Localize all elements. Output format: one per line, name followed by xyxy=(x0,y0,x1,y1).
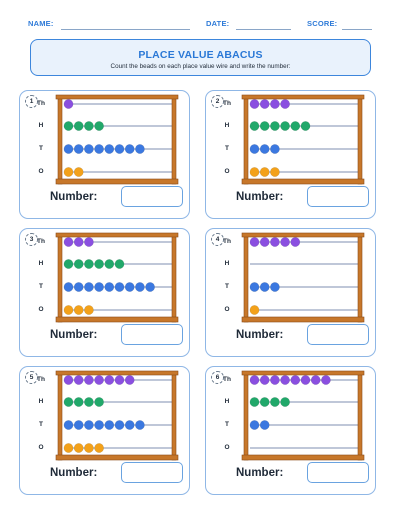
row-label-thousands: Th xyxy=(223,376,231,383)
bead-thousands xyxy=(84,237,93,246)
bead-thousands xyxy=(281,375,290,384)
bead-ones xyxy=(64,167,73,176)
bead-ones xyxy=(64,443,73,452)
bead-tens xyxy=(105,420,114,429)
bead-thousands xyxy=(311,375,320,384)
row-label-ones: O xyxy=(38,306,44,313)
bead-tens xyxy=(250,420,259,429)
bead-ones xyxy=(64,305,73,314)
bead-thousands xyxy=(115,375,124,384)
bead-tens xyxy=(84,420,93,429)
bead-thousands xyxy=(250,99,259,108)
bead-tens xyxy=(64,282,73,291)
problem-number: 4 xyxy=(211,233,224,246)
row-label-hundreds: H xyxy=(38,122,44,129)
bead-ones xyxy=(84,443,93,452)
bead-thousands xyxy=(74,375,83,384)
score-label: SCORE: xyxy=(307,19,338,28)
bead-ones xyxy=(95,443,104,452)
problem-number: 6 xyxy=(211,371,224,384)
frame-right-post xyxy=(172,372,176,460)
bead-ones xyxy=(250,167,259,176)
bead-thousands xyxy=(84,375,93,384)
bead-hundreds xyxy=(115,259,124,268)
bead-tens xyxy=(84,144,93,153)
bead-tens xyxy=(260,282,269,291)
bead-tens xyxy=(105,282,114,291)
frame-top-bar xyxy=(56,233,178,237)
bead-tens xyxy=(64,420,73,429)
bead-thousands xyxy=(260,237,269,246)
bead-tens xyxy=(125,420,134,429)
bead-hundreds xyxy=(260,121,269,130)
row-label-hundreds: H xyxy=(224,398,230,405)
bead-hundreds xyxy=(105,259,114,268)
bead-ones xyxy=(74,167,83,176)
bead-hundreds xyxy=(95,397,104,406)
bead-tens xyxy=(135,420,144,429)
frame-right-post xyxy=(358,96,362,184)
number-label: Number: xyxy=(50,467,98,479)
name-line[interactable] xyxy=(61,29,190,30)
row-label-hundreds: H xyxy=(224,122,230,129)
bead-tens xyxy=(74,144,83,153)
bead-thousands xyxy=(270,375,279,384)
bead-hundreds xyxy=(260,397,269,406)
problem-card xyxy=(19,366,190,495)
row-label-ones: O xyxy=(224,168,230,175)
answer-box[interactable] xyxy=(307,186,369,207)
answer-box[interactable] xyxy=(307,324,369,345)
bead-tens xyxy=(270,282,279,291)
bead-thousands xyxy=(64,237,73,246)
bead-thousands xyxy=(281,237,290,246)
problem-card xyxy=(19,228,190,357)
bead-thousands xyxy=(250,237,259,246)
bead-hundreds xyxy=(95,121,104,130)
bead-ones xyxy=(84,305,93,314)
bead-thousands xyxy=(260,99,269,108)
worksheet-header xyxy=(0,0,400,38)
frame-bottom-bar xyxy=(56,455,178,460)
bead-tens xyxy=(115,144,124,153)
bead-ones xyxy=(74,443,83,452)
bead-tens xyxy=(115,282,124,291)
bead-tens xyxy=(135,144,144,153)
frame-left-post xyxy=(244,96,248,184)
bead-thousands xyxy=(291,375,300,384)
bead-hundreds xyxy=(291,121,300,130)
bead-tens xyxy=(135,282,144,291)
bead-thousands xyxy=(281,99,290,108)
bead-thousands xyxy=(64,99,73,108)
number-label: Number: xyxy=(236,329,284,341)
number-label: Number: xyxy=(50,329,98,341)
row-label-hundreds: H xyxy=(38,260,44,267)
bead-hundreds xyxy=(64,397,73,406)
answer-box[interactable] xyxy=(121,186,183,207)
name-label: NAME: xyxy=(28,19,54,28)
bead-hundreds xyxy=(270,397,279,406)
row-label-thousands: Th xyxy=(223,238,231,245)
problem-card xyxy=(205,90,376,219)
bead-tens xyxy=(146,282,155,291)
frame-right-post xyxy=(358,372,362,460)
row-label-thousands: Th xyxy=(223,100,231,107)
row-label-ones: O xyxy=(38,168,44,175)
row-label-tens: T xyxy=(39,283,43,290)
row-label-tens: T xyxy=(225,421,229,428)
row-label-thousands: Th xyxy=(37,238,45,245)
bead-ones xyxy=(260,167,269,176)
row-label-hundreds: H xyxy=(224,260,230,267)
bead-thousands xyxy=(291,237,300,246)
bead-tens xyxy=(74,420,83,429)
problem-number: 5 xyxy=(25,371,38,384)
bead-thousands xyxy=(64,375,73,384)
problem-number: 3 xyxy=(25,233,38,246)
bead-hundreds xyxy=(84,397,93,406)
frame-top-bar xyxy=(242,371,364,375)
abacus xyxy=(206,367,366,463)
frame-left-post xyxy=(244,234,248,322)
frame-bottom-bar xyxy=(56,179,178,184)
abacus xyxy=(20,91,180,187)
frame-top-bar xyxy=(56,95,178,99)
abacus xyxy=(20,367,180,463)
bead-tens xyxy=(260,144,269,153)
bead-tens xyxy=(84,282,93,291)
answer-box[interactable] xyxy=(121,462,183,483)
bead-tens xyxy=(95,282,104,291)
bead-hundreds xyxy=(250,121,259,130)
bead-tens xyxy=(125,282,134,291)
date-label: DATE: xyxy=(206,19,230,28)
bead-hundreds xyxy=(74,397,83,406)
row-label-tens: T xyxy=(39,145,43,152)
abacus xyxy=(20,229,180,325)
frame-bottom-bar xyxy=(242,317,364,322)
bead-tens xyxy=(95,420,104,429)
page-title: PLACE VALUE ABACUS xyxy=(138,49,263,61)
number-label: Number: xyxy=(50,191,98,203)
bead-tens xyxy=(260,420,269,429)
bead-thousands xyxy=(260,375,269,384)
score-line[interactable] xyxy=(342,29,372,30)
bead-thousands xyxy=(321,375,330,384)
number-label: Number: xyxy=(236,191,284,203)
frame-left-post xyxy=(58,372,62,460)
frame-top-bar xyxy=(242,233,364,237)
row-label-tens: T xyxy=(39,421,43,428)
bead-tens xyxy=(115,420,124,429)
bead-tens xyxy=(270,144,279,153)
row-label-ones: O xyxy=(224,444,230,451)
title-banner xyxy=(30,39,371,76)
problem-card xyxy=(19,90,190,219)
answer-box[interactable] xyxy=(307,462,369,483)
problem-card xyxy=(205,228,376,357)
problem-card xyxy=(205,366,376,495)
bead-thousands xyxy=(95,375,104,384)
bead-tens xyxy=(125,144,134,153)
abacus xyxy=(206,229,366,325)
frame-right-post xyxy=(172,96,176,184)
number-label: Number: xyxy=(236,467,284,479)
frame-bottom-bar xyxy=(56,317,178,322)
bead-thousands xyxy=(301,375,310,384)
bead-hundreds xyxy=(84,259,93,268)
bead-hundreds xyxy=(74,259,83,268)
frame-top-bar xyxy=(242,95,364,99)
bead-thousands xyxy=(270,237,279,246)
bead-hundreds xyxy=(301,121,310,130)
bead-ones xyxy=(270,167,279,176)
row-label-ones: O xyxy=(224,306,230,313)
frame-left-post xyxy=(58,234,62,322)
row-label-tens: T xyxy=(225,283,229,290)
row-label-thousands: Th xyxy=(37,100,45,107)
row-label-hundreds: H xyxy=(38,398,44,405)
bead-tens xyxy=(95,144,104,153)
row-label-ones: O xyxy=(38,444,44,451)
row-label-tens: T xyxy=(225,145,229,152)
bead-hundreds xyxy=(64,259,73,268)
problem-number: 1 xyxy=(25,95,38,108)
bead-tens xyxy=(74,282,83,291)
instructions: Count the beads on each place value wire and write the number: xyxy=(110,63,291,70)
bead-hundreds xyxy=(64,121,73,130)
bead-thousands xyxy=(270,99,279,108)
frame-top-bar xyxy=(56,371,178,375)
bead-ones xyxy=(250,305,259,314)
bead-hundreds xyxy=(250,397,259,406)
bead-hundreds xyxy=(95,259,104,268)
bead-thousands xyxy=(125,375,134,384)
bead-thousands xyxy=(250,375,259,384)
frame-bottom-bar xyxy=(242,455,364,460)
bead-hundreds xyxy=(281,397,290,406)
bead-thousands xyxy=(74,237,83,246)
frame-right-post xyxy=(172,234,176,322)
frame-left-post xyxy=(58,96,62,184)
bead-ones xyxy=(74,305,83,314)
bead-thousands xyxy=(105,375,114,384)
bead-hundreds xyxy=(281,121,290,130)
bead-hundreds xyxy=(270,121,279,130)
bead-tens xyxy=(64,144,73,153)
frame-left-post xyxy=(244,372,248,460)
answer-box[interactable] xyxy=(121,324,183,345)
frame-bottom-bar xyxy=(242,179,364,184)
bead-tens xyxy=(105,144,114,153)
bead-hundreds xyxy=(74,121,83,130)
bead-hundreds xyxy=(84,121,93,130)
bead-tens xyxy=(250,282,259,291)
date-line[interactable] xyxy=(236,29,291,30)
frame-right-post xyxy=(358,234,362,322)
problem-number: 2 xyxy=(211,95,224,108)
row-label-thousands: Th xyxy=(37,376,45,383)
abacus xyxy=(206,91,366,187)
bead-tens xyxy=(250,144,259,153)
